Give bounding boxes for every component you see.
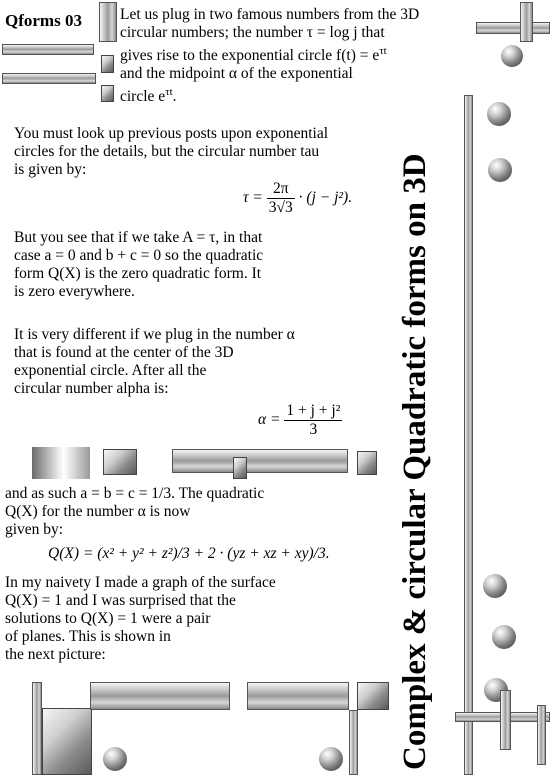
deco-block-2	[101, 85, 114, 102]
para1-line-3: is given by:	[14, 161, 87, 178]
deco-ball-right-2	[488, 158, 512, 182]
paragraph-2	[14, 229, 394, 301]
header-frame-bar-right	[99, 2, 117, 42]
para5-line-1: In my naivety I made a graph of the surface	[5, 574, 276, 591]
intro-sup-2: τt	[165, 86, 173, 99]
deco-strip-block-2	[233, 457, 247, 479]
paragraph-4	[5, 485, 395, 539]
eq-tau-lhs: τ =	[243, 189, 263, 207]
eq-alpha-den: 3	[309, 421, 318, 438]
para1-line-1: You must look up previous posts upon exponential	[14, 125, 329, 142]
deco-block-1	[101, 55, 114, 73]
intro-paragraph	[120, 6, 460, 106]
para3-line-2: that is found at the center of the 3D	[14, 344, 234, 361]
eq-tau-fraction	[267, 180, 295, 217]
deco-bar-vertical-top-right	[520, 2, 533, 42]
intro-line-5: circle $e^{\tau t}$.	[120, 86, 177, 106]
para5-line-5: the next picture:	[5, 646, 106, 663]
equation-q: Q(X) = (x² + y² + z²)/3 + 2 · (yz + xz + xy)/3.	[48, 545, 330, 562]
intro-line-2: circular numbers; the number τ = log j that	[120, 24, 385, 41]
deco-strip-block-3	[357, 451, 377, 475]
page-title: Qforms 03	[5, 11, 82, 30]
eq-tau-num: 2π	[267, 180, 295, 199]
para5-line-3: solutions to Q(X) = 1 were a pair	[5, 610, 211, 627]
eq-tau-den: 3√3	[268, 199, 293, 216]
deco-bottom-frame	[0, 680, 400, 775]
deco-ball-right-1	[487, 102, 511, 126]
para2-line-2: case a = 0 and b + c = 0 so the quadratic	[14, 247, 264, 264]
deco-ball-bottom-2	[319, 747, 343, 771]
deco-bottom-vertical-left	[32, 682, 42, 775]
eq-alpha-lhs: α =	[258, 411, 281, 429]
para4-line-3: given by:	[5, 521, 64, 538]
paragraph-3	[14, 326, 394, 398]
para5-line-4: of planes. This is shown in	[5, 628, 171, 645]
deco-bar-mid-left	[2, 73, 96, 84]
eq-alpha-fraction	[284, 402, 342, 439]
deco-ball-top-right	[501, 45, 523, 67]
para3-line-1: It is very different if we plug in the number α	[14, 326, 295, 343]
para3-line-3: exponential circle. After all the	[14, 362, 207, 379]
intro-sup-1: τt	[379, 45, 387, 57]
eq-alpha-num: 1 + j + j²	[286, 402, 341, 419]
deco-bottom-bar-1	[90, 682, 230, 710]
deco-rail-right	[464, 95, 473, 775]
paragraph-1	[14, 125, 394, 179]
paragraph-5	[5, 574, 395, 664]
deco-bottom-bar-2	[247, 682, 349, 710]
deco-bottom-block-right	[357, 682, 389, 710]
deco-bottom-vertical-right	[349, 710, 358, 775]
para4-line-1: and as such a = b = c = 1/3. The quadratic	[5, 485, 265, 502]
deco-gradient-block	[32, 447, 90, 479]
para2-line-4: is zero everywhere.	[14, 283, 135, 300]
para5-line-2: Q(X) = 1 and I was surprised that the	[5, 592, 236, 609]
page-label	[5, 11, 82, 31]
deco-bar-vertical-bottom-right	[500, 690, 511, 750]
deco-bottom-corner-block	[42, 708, 92, 775]
deco-ball-right-4	[492, 625, 516, 649]
deco-bar-top-right	[476, 22, 550, 34]
intro-line-4: and the midpoint α of the exponential	[120, 65, 353, 83]
equation-alpha	[258, 402, 342, 439]
deco-ball-bottom-1	[103, 747, 127, 771]
para2-line-3: form Q(X) is the zero quadratic form. It	[14, 265, 262, 282]
para3-line-4: circular number alpha is:	[14, 380, 169, 397]
eq-tau-rhs: · (j − j²).	[298, 189, 353, 207]
deco-ball-right-3	[483, 574, 507, 598]
deco-strip-bar-1	[172, 449, 348, 473]
intro-line-1: Let us plug in two famous numbers from the 3D	[120, 6, 420, 23]
para2-line-1: But you see that if we take A = τ, in that	[14, 229, 263, 246]
deco-strip-block-1	[103, 449, 137, 475]
equation-tau	[243, 180, 352, 217]
deco-strip-middle	[0, 443, 400, 483]
deco-bar-vertical-far-right	[537, 705, 546, 765]
para1-line-2: circles for the details, but the circular number tau	[14, 143, 320, 160]
intro-line-3: gives rise to the exponential circle $f(t) = e^{\tau t}$	[120, 45, 387, 65]
deco-bar-top-left	[2, 44, 94, 55]
para4-line-2: Q(X) for the number α is now	[5, 503, 191, 520]
